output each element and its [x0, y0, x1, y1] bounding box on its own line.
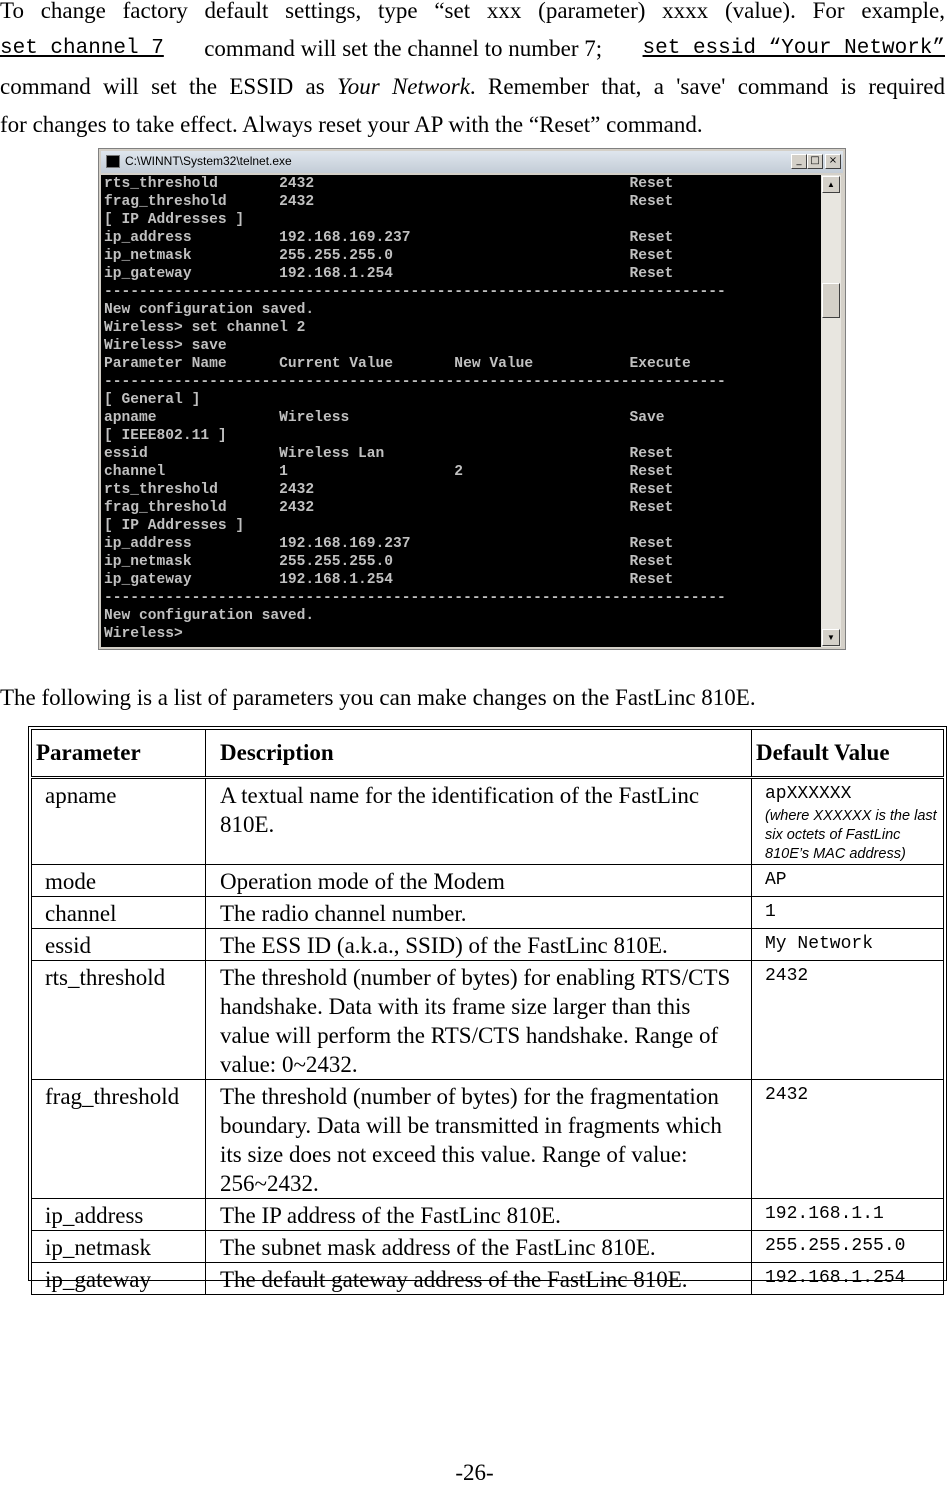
header-default-value: Default Value [752, 730, 944, 778]
default-value: 255.255.255.0 [765, 1236, 906, 1256]
default-value-cell [752, 865, 944, 897]
param-cell: ip_address [32, 1199, 206, 1231]
default-value: 192.168.1.254 [765, 1268, 906, 1288]
console-line: New configuration saved. [104, 608, 315, 624]
default-value: 2432 [765, 966, 809, 986]
console-line: ip_gateway 192.168.1.254 Reset [104, 572, 674, 588]
console-line: ip_address 192.168.169.237 Reset [104, 230, 674, 246]
console-line: [ General ] [104, 392, 201, 408]
console-line: ----------------------------------------------------------------------- [104, 284, 726, 300]
intro-line-4: for changes to take effect. Always reset your AP with the “Reset” command. [0, 112, 703, 137]
param-cell: frag_threshold [32, 1080, 206, 1199]
command-set-channel: set channel 7 [0, 37, 164, 60]
console-line: Wireless> save [104, 338, 227, 354]
console-line: apname Wireless Save [104, 410, 665, 426]
intro-line-3 [0, 68, 945, 106]
param-cell: ip_netmask [32, 1231, 206, 1263]
console-line: ip_gateway 192.168.1.254 Reset [104, 266, 674, 282]
close-button[interactable]: × [825, 154, 841, 169]
intro-line-3-a: command will set the ESSID as [0, 74, 338, 99]
scroll-down-arrow-icon[interactable]: ▼ [822, 629, 840, 646]
console-line: Wireless> set channel 2 [104, 320, 306, 336]
intro-line-3-b: . Remember that, a 'save' command is required [469, 74, 945, 99]
console-line: Parameter Name Current Value New Value Execute [104, 356, 691, 372]
default-value-cell [752, 929, 944, 961]
description-cell: The threshold (number of bytes) for enabling RTS/CTS handshake. Data with its frame size larger than this value will perform the RTS/CTS handshake. Range of value: 0~2432. [206, 961, 752, 1080]
table-row [32, 961, 944, 1080]
default-value-note: (where XXXXXX is the last six octets of FastLinc 810E’s MAC address) [765, 808, 937, 862]
telnet-window [98, 148, 846, 650]
param-cell: rts_threshold [32, 961, 206, 1080]
param-cell: mode [32, 865, 206, 897]
window-titlebar[interactable] [101, 151, 843, 173]
console-line: frag_threshold 2432 Reset [104, 194, 674, 210]
console-output[interactable] [101, 175, 821, 647]
default-value: 2432 [765, 1085, 809, 1105]
default-value: apXXXXXX [765, 784, 852, 804]
table-row [32, 1199, 944, 1231]
table-row [32, 778, 944, 865]
table-row [32, 897, 944, 929]
description-cell: The IP address of the FastLinc 810E. [206, 1199, 752, 1231]
description-cell: The ESS ID (a.k.a., SSID) of the FastLinc 810E. [206, 929, 752, 961]
maximize-button[interactable]: □ [807, 154, 823, 169]
param-cell: channel [32, 897, 206, 929]
description-cell: The radio channel number. [206, 897, 752, 929]
description-cell: The threshold (number of bytes) for the fragmentation boundary. Data will be transmitted in fragments which its size does not exceed this value. Range of value: 256~2432. [206, 1080, 752, 1199]
console-text [101, 175, 821, 643]
default-value-cell [752, 1199, 944, 1231]
table-row [32, 1263, 944, 1295]
default-value: AP [765, 870, 787, 890]
console-line: ----------------------------------------------------------------------- [104, 590, 726, 606]
scroll-thumb[interactable] [822, 283, 840, 318]
vertical-scrollbar[interactable] [821, 175, 841, 647]
header-description: Description [206, 730, 752, 778]
console-line: [ IP Addresses ] [104, 212, 245, 228]
console-line: ip_address 192.168.169.237 Reset [104, 536, 674, 552]
intro-line-2 [0, 30, 945, 68]
console-line: ip_netmask 255.255.255.0 Reset [104, 248, 674, 264]
default-value: 1 [765, 902, 776, 922]
default-value: My Network [765, 934, 874, 954]
table-header-row [32, 730, 944, 778]
param-cell: ip_gateway [32, 1263, 206, 1295]
console-line: [ IEEE802.11 ] [104, 428, 227, 444]
description-cell: Operation mode of the Modem [206, 865, 752, 897]
table-row [32, 1231, 944, 1263]
console-line: essid Wireless Lan Reset [104, 446, 674, 462]
table-row [32, 865, 944, 897]
console-icon [106, 155, 120, 168]
console-line: New configuration saved. [104, 302, 315, 318]
your-network-italic: Your Network [337, 74, 470, 99]
header-parameter: Parameter [32, 730, 206, 778]
page-number: -26- [455, 1460, 494, 1485]
description-cell: The subnet mask address of the FastLinc 810E. [206, 1231, 752, 1263]
scroll-up-arrow-icon[interactable]: ▲ [822, 176, 840, 193]
intro-line-1: To change factory default settings, type “set xxx (parameter) xxxx (value). For example, [0, 0, 945, 23]
parameters-intro: The following is a list of parameters you can make changes on the FastLinc 810E. [0, 685, 756, 710]
console-line: Wireless> [104, 626, 183, 642]
param-cell: essid [32, 929, 206, 961]
parameters-table [28, 726, 947, 1292]
intro-paragraph [0, 0, 945, 144]
param-cell: apname [32, 778, 206, 865]
command-set-essid: set essid “Your Network” [642, 37, 945, 60]
console-line: [ IP Addresses ] [104, 518, 245, 534]
default-value-cell [752, 778, 944, 865]
minimize-button[interactable]: _ [791, 154, 807, 169]
table-row [32, 1080, 944, 1199]
description-cell: The default gateway address of the FastLinc 810E. [206, 1263, 752, 1295]
default-value-cell [752, 1263, 944, 1295]
console-line: ----------------------------------------------------------------------- [104, 374, 726, 390]
default-value-cell [752, 897, 944, 929]
default-value-cell [752, 1231, 944, 1263]
default-value: 192.168.1.1 [765, 1204, 884, 1224]
table-row [32, 929, 944, 961]
console-line: rts_threshold 2432 Reset [104, 176, 674, 192]
window-title: C:\WINNT\System32\telnet.exe [125, 154, 292, 168]
default-value-cell [752, 961, 944, 1080]
default-value-cell [752, 1080, 944, 1199]
description-cell: A textual name for the identification of the FastLinc 810E. [206, 778, 752, 865]
console-line: frag_threshold 2432 Reset [104, 500, 674, 516]
console-line: ip_netmask 255.255.255.0 Reset [104, 554, 674, 570]
intro-line-2-text: command will set the channel to number 7; [204, 36, 603, 61]
console-line: rts_threshold 2432 Reset [104, 482, 674, 498]
console-line: channel 1 2 Reset [104, 464, 674, 480]
